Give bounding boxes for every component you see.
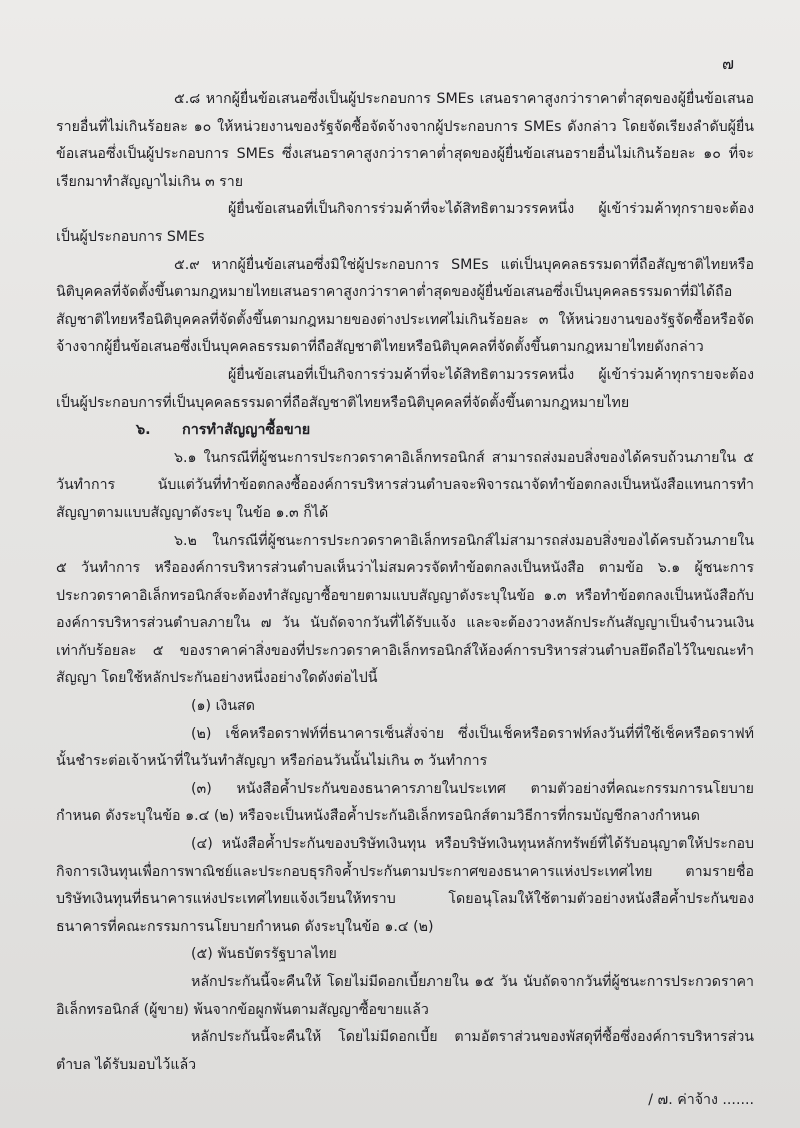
clause-5-9: ๕.๙ หากผู้ยื่นข้อเสนอซึ่งมิใช่ผู้ประกอบการ SMEs แต่เป็นบุคคลธรรมดาที่ถือสัญชาติไทยหรือนิติบุคคลที่จัดตั้งขึ้นตามกฎหมายไทยเสนอราคาสูงกว่าราคาต่ำสุดของผู้ยื่นข้อเสนอซึ่งเป็นบุคคลธรรมดาที่มิได้ถือสัญชาติไทยหรือนิติบุคคลที่จัดตั้งขึ้นตามกฎหมายของต่างประเทศไม่เกินร้อยละ ๓ ให้หน่วยงานของรัฐจัดซื้อหรือจัดจ้างจากผู้ยื่นข้อเสนอซึ่งเป็นบุคคลธรรมดาที่ถือสัญชาติไทยหรือนิติบุคคลที่จัดตั้งขึ้นตามกฎหมายไทยดังกล่าว xyxy=(56,256,754,356)
section-title: การทำสัญญาซื้อขาย xyxy=(182,422,311,439)
continuation-note: / ๗. ค่าจ้าง ....... xyxy=(648,1092,754,1109)
guarantee-item-3: (๓) หนังสือค้ำประกันของธนาคารภายในประเทศ ตามตัวอย่างที่คณะกรรมการนโยบายกำหนด ดังระบุในข้อ ๑.๔ (๒) หรือจะเป็นหนังสือค้ำประกันอิเล็กทรอนิกส์ตามวิธีการที่กรมบัญชีกลางกำหนด xyxy=(56,780,754,825)
clause-5-8-joint-venture: ผู้ยื่นข้อเสนอที่เป็นกิจการร่วมค้าที่จะได้สิทธิตามวรรคหนึ่ง ผู้เข้าร่วมค้าทุกรายจะต้องเป็นผู้ประกอบการ SMEs xyxy=(56,201,754,245)
guarantee-refund-2: หลักประกันนี้จะคืนให้ โดยไม่มีดอกเบี้ย ตามอัตราส่วนของพัสดุที่ซื้อซึ่งองค์การบริหารส่วนตำบล ได้รับมอบไว้แล้ว xyxy=(56,1029,754,1073)
clause-6-2: ๖.๒ ในกรณีที่ผู้ชนะการประกวดราคาอิเล็กทรอนิกส์ไม่สามารถส่งมอบสิ่งของได้ครบถ้วนภายใน ๕ วันทำการ หรือองค์การบริหารส่วนตำบลเห็นว่าไม่สมควรจัดทำข้อตกลงเป็นหนังสือ ตามข้อ ๖.๑ ผู้ชนะการประกวดราคาอิเล็กทรอนิกส์จะต้องทำสัญญาซื้อขายตามแบบสัญญาดังระบุในข้อ ๑.๓ หรือทำข้อตกลงเป็นหนังสือกับองค์การบริหารส่วนตำบลภายใน ๗ วัน นับถัดจากวันที่ได้รับแจ้ง และจะต้องวางหลักประกันสัญญาเป็นจำนวนเงินเท่ากับร้อยละ ๕ ของราคาค่าสิ่งของที่ประกวดราคาอิเล็กทรอนิกส์ให้องค์การบริหารส่วนตำบลยึดถือไว้ในขณะทำสัญญา โดยใช้หลักประกันอย่างหนึ่งอย่างใดดังต่อไปนี้ xyxy=(56,532,754,687)
section-heading-contract xyxy=(56,417,754,445)
document-body xyxy=(56,86,754,1115)
guarantee-item-4: (๔) หนังสือค้ำประกันของบริษัทเงินทุน หรือบริษัทเงินทุนหลักทรัพย์ที่ได้รับอนุญาตให้ประกอบกิจการเงินทุนเพื่อการพาณิชย์และประกอบธุรกิจค้ำประกันตามประกาศของธนาคารแห่งประเทศไทย ตามรายชื่อบริษัทเงินทุนที่ธนาคารแห่งประเทศไทยแจ้งเวียนให้ทราบ โดยอนุโลมให้ใช้ตามตัวอย่างหนังสือค้ำประกันของธนาคารที่คณะกรรมการนโยบายกำหนด ดังระบุในข้อ ๑.๔ (๒) xyxy=(56,836,754,935)
clause-5-9-joint-venture: ผู้ยื่นข้อเสนอที่เป็นกิจการร่วมค้าที่จะได้สิทธิตามวรรคหนึ่ง ผู้เข้าร่วมค้าทุกรายจะต้องเป็นผู้ประกอบการที่เป็นบุคคลธรรมดาที่ถือสัญชาติไทยหรือนิติบุคคลที่จัดตั้งขึ้นตามกฎหมายไทย xyxy=(56,366,754,411)
page-number: ๗ xyxy=(722,54,735,73)
clause-5-8: ๕.๘ หากผู้ยื่นข้อเสนอซึ่งเป็นผู้ประกอบการ SMEs เสนอราคาสูงกว่าราคาต่ำสุดของผู้ยื่นข้อเสนอรายอื่นที่ไม่เกินร้อยละ ๑๐ ให้หน่วยงานของรัฐจัดซื้อจัดจ้างจากผู้ประกอบการ SMEs ดังกล่าว โดยจัดเรียงลำดับผู้ยื่นข้อเสนอซึ่งเป็นผู้ประกอบการ SMEs ซึ่งเสนอราคาสูงกว่าราคาต่ำสุดของผู้ยื่นข้อเสนอรายอื่นไม่เกินร้อยละ ๑๐ ที่จะเรียกมาทำสัญญาไม่เกิน ๓ ราย xyxy=(56,91,754,190)
guarantee-item-5: (๕) พันธบัตรรัฐบาลไทย xyxy=(191,946,337,963)
guarantee-refund-1: หลักประกันนี้จะคืนให้ โดยไม่มีดอกเบี้ยภายใน ๑๕ วัน นับถัดจากวันที่ผู้ชนะการประกวดราคาอิเล็กทรอนิกส์ (ผู้ขาย) พ้นจากข้อผูกพันตามสัญญาซื้อขายแล้ว xyxy=(56,974,754,1018)
section-number: ๖. xyxy=(136,422,151,439)
clause-6-1: ๖.๑ ในกรณีที่ผู้ชนะการประกวดราคาอิเล็กทรอนิกส์ สามารถส่งมอบสิ่งของได้ครบถ้วนภายใน ๕ วันทำการ นับแต่วันที่ทำข้อตกลงซื้อองค์การบริหารส่วนตำบลจะพิจารณาจัดทำข้อตกลงเป็นหนังสือแทนการทำสัญญาตามแบบสัญญาดังระบุ ในข้อ ๑.๓ ก็ได้ xyxy=(56,449,754,521)
guarantee-item-1: (๑) เงินสด xyxy=(191,698,255,715)
guarantee-item-2: (๒) เช็คหรือดราฟท์ที่ธนาคารเซ็นสั่งจ่าย ซึ่งเป็นเช็คหรือดราฟท์ลงวันที่ที่ใช้เช็คหรือดราฟท์นั้นชำระต่อเจ้าหน้าที่ในวันทำสัญญา หรือก่อนวันนั้นไม่เกิน ๓ วันทำการ xyxy=(56,725,754,770)
